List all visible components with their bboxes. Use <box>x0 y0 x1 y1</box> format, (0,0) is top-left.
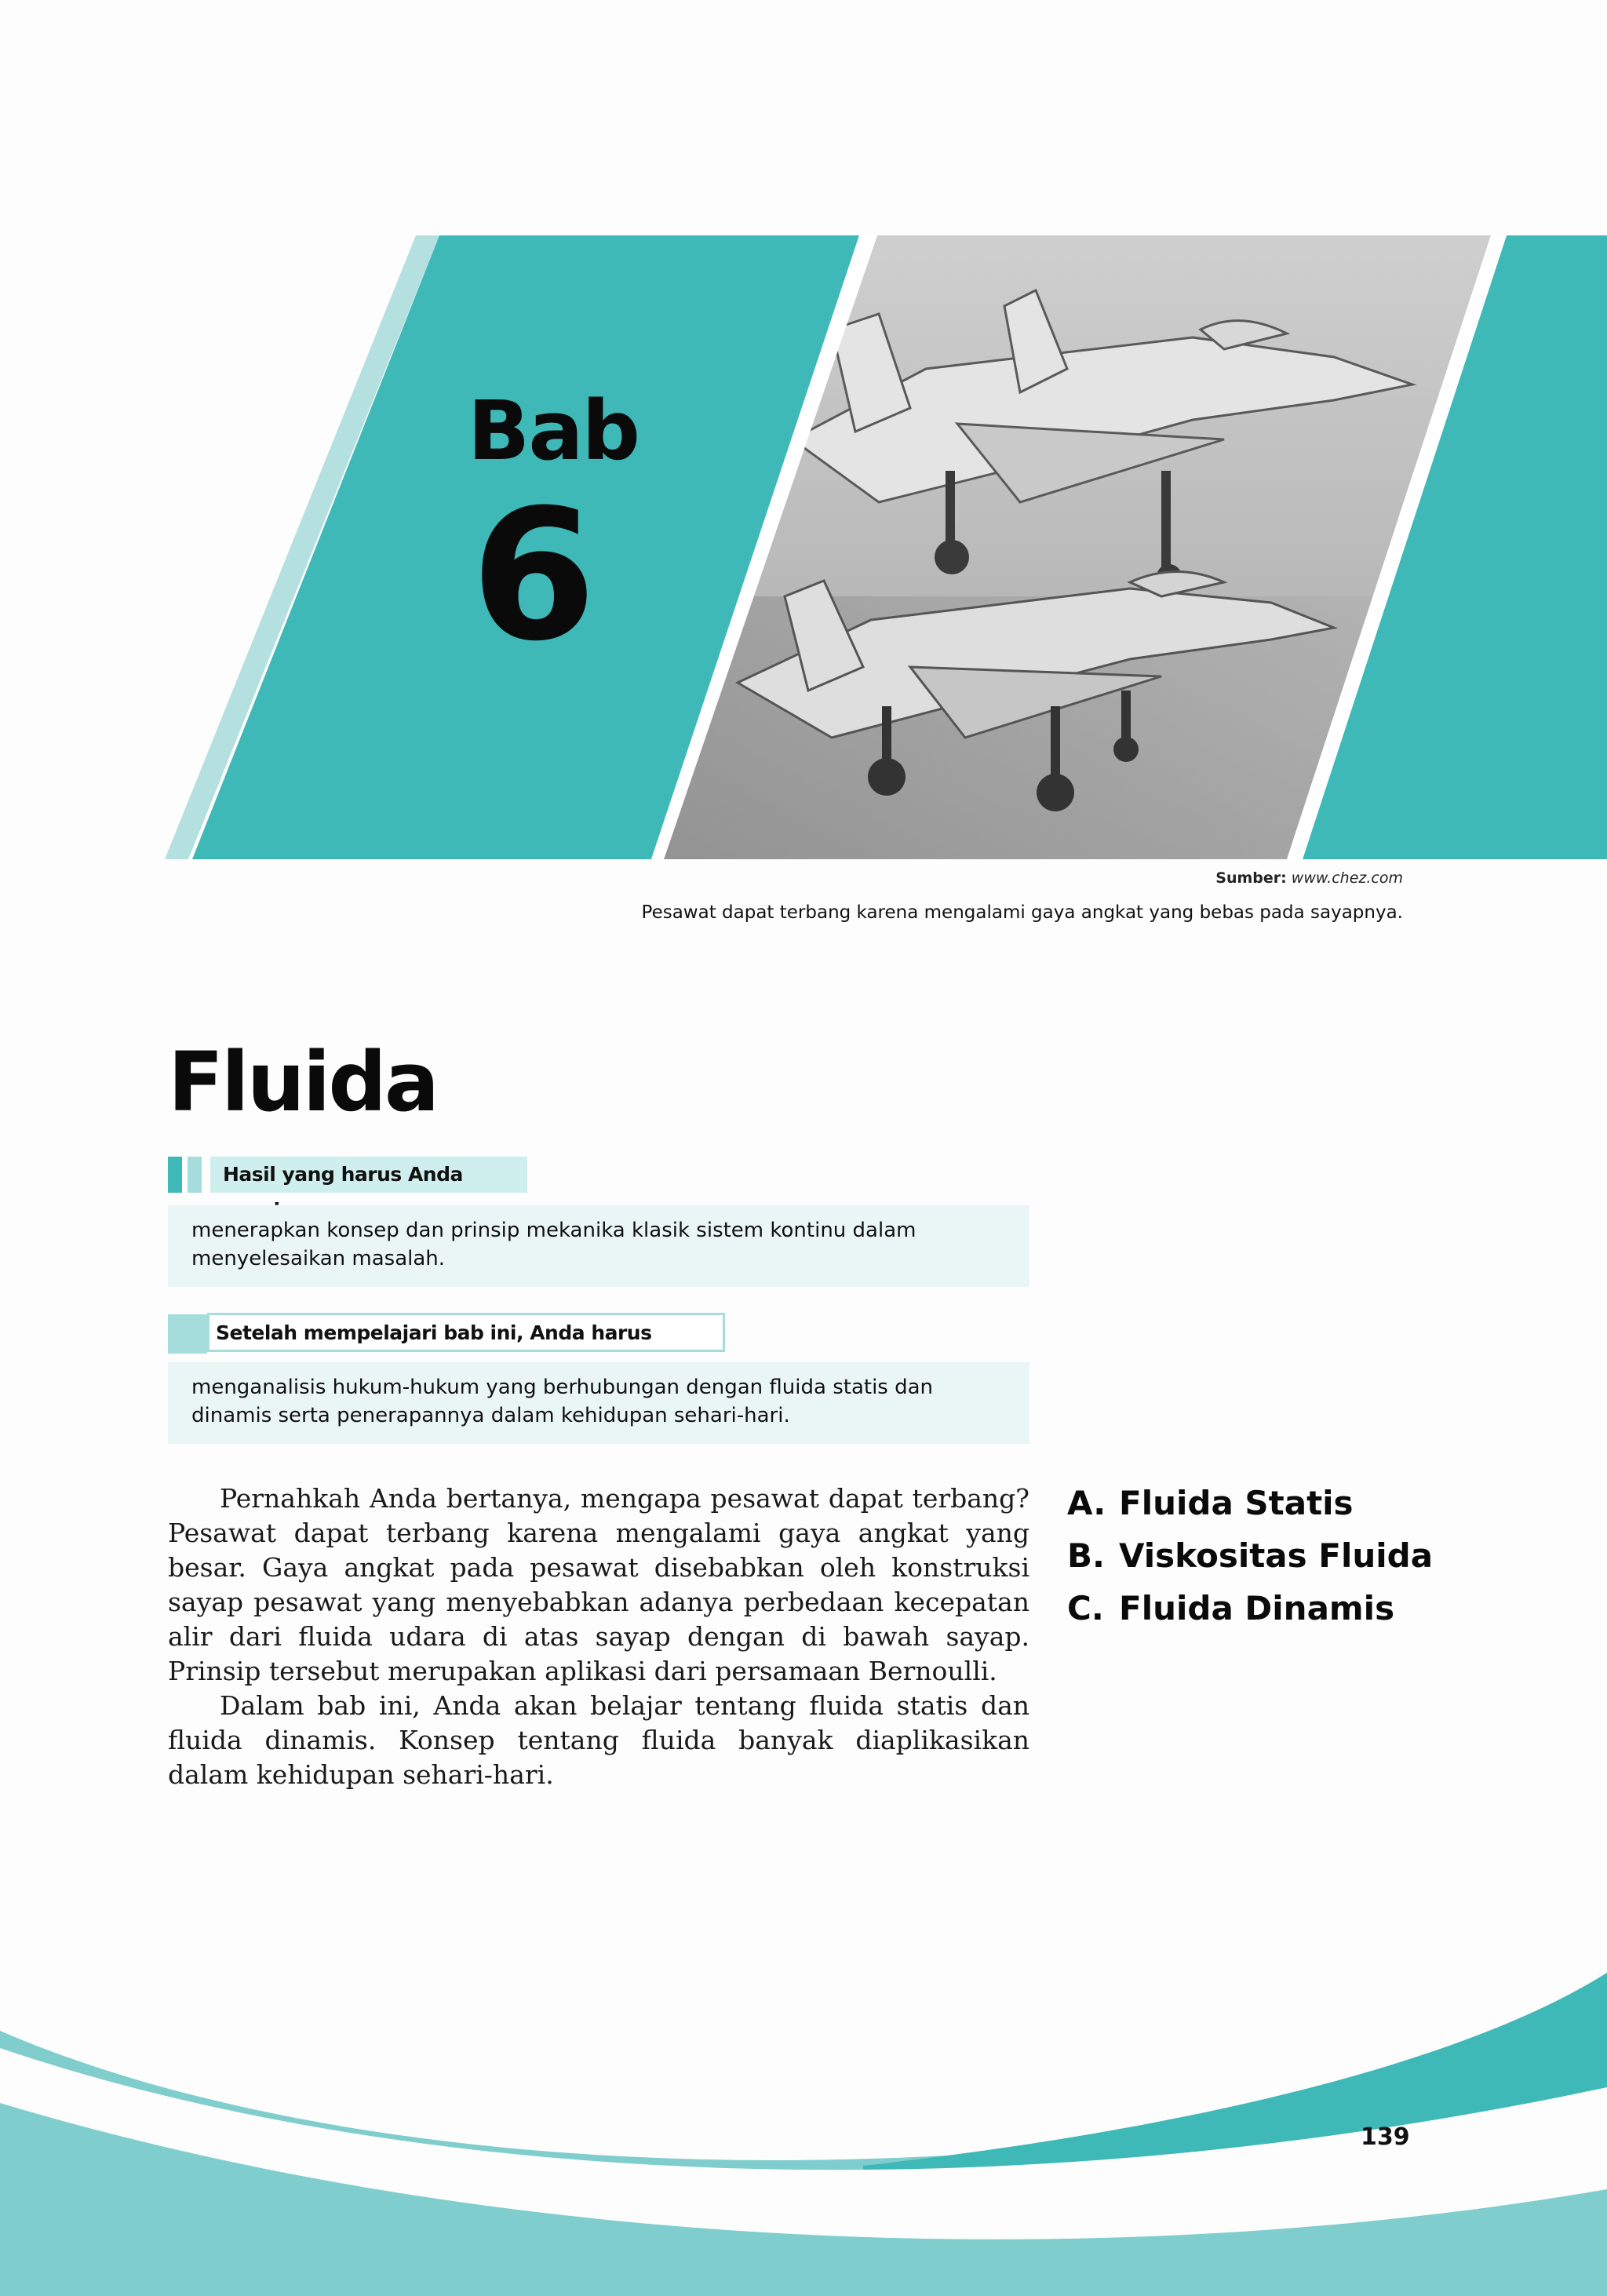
outline-item <box>1067 1529 1433 1582</box>
page-number: 139 <box>1361 2123 1410 2151</box>
outline-letter: A. <box>1067 1484 1106 1522</box>
intro-paragraph: Dalam bab ini, Anda akan belajar tentang fluida statis dan fluida dinamis. Konsep tentang fluida banyak diaplikasikan dalam kehidupan sehari-hari. <box>168 1690 1029 1790</box>
goals-heading: Hasil yang harus Anda <box>210 1157 527 1193</box>
goals-text: menerapkan konsep dan prinsip mekanika klasik sistem kontinu dalam menyelesaikan masalah. <box>168 1205 1029 1287</box>
source-label: Sumber: <box>1215 869 1287 887</box>
heading-marker <box>168 1157 204 1193</box>
marker-bar-dark <box>168 1157 182 1193</box>
chapter-banner <box>0 0 1607 871</box>
abilities-marker <box>168 1314 207 1354</box>
image-source <box>1215 869 1403 887</box>
chapter-label: Bab <box>468 383 639 479</box>
abilities-heading: Setelah mempelajari bab ini, Anda harus <box>207 1313 725 1352</box>
intro-paragraph: Pernahkah Anda bertanya, mengapa pesawat dapat terbang? Pesawat dapat terbang karena mengalami gaya angkat yang besar. Gaya angkat pada pesawat disebabkan oleh konstruksi sayap pesawat yang menyebabkan adanya perbedaan kecepatan alir dari fluida udara di atas sayap dengan di bawah sayap. Prinsip tersebut merupakan aplikasi dari persamaan Bernoulli. <box>168 1483 1029 1686</box>
outline-label: Fluida Dinamis <box>1119 1589 1395 1627</box>
image-caption: Pesawat dapat terbang karena mengalami gaya angkat yang bebas pada sayapnya. <box>641 902 1403 923</box>
chapter-outline <box>1067 1477 1433 1635</box>
outline-letter: B. <box>1067 1536 1105 1575</box>
chapter-number: 6 <box>470 472 597 681</box>
outline-letter: C. <box>1067 1589 1104 1627</box>
outline-item <box>1067 1477 1433 1529</box>
marker-bar-light <box>188 1157 202 1193</box>
chapter-title: Fluida <box>168 1034 438 1130</box>
outline-label: Fluida Statis <box>1119 1484 1354 1522</box>
abilities-text: menganalisis hukum-hukum yang berhubungan dengan fluida statis dan dinamis serta penerapannya dalam kehidupan sehari-hari. <box>168 1362 1029 1444</box>
outline-item <box>1067 1582 1433 1635</box>
intro-text <box>168 1481 1029 1792</box>
outline-label: Viskositas Fluida <box>1119 1536 1434 1575</box>
source-value: www.chez.com <box>1291 869 1403 887</box>
footer-wave <box>0 1938 1607 2296</box>
